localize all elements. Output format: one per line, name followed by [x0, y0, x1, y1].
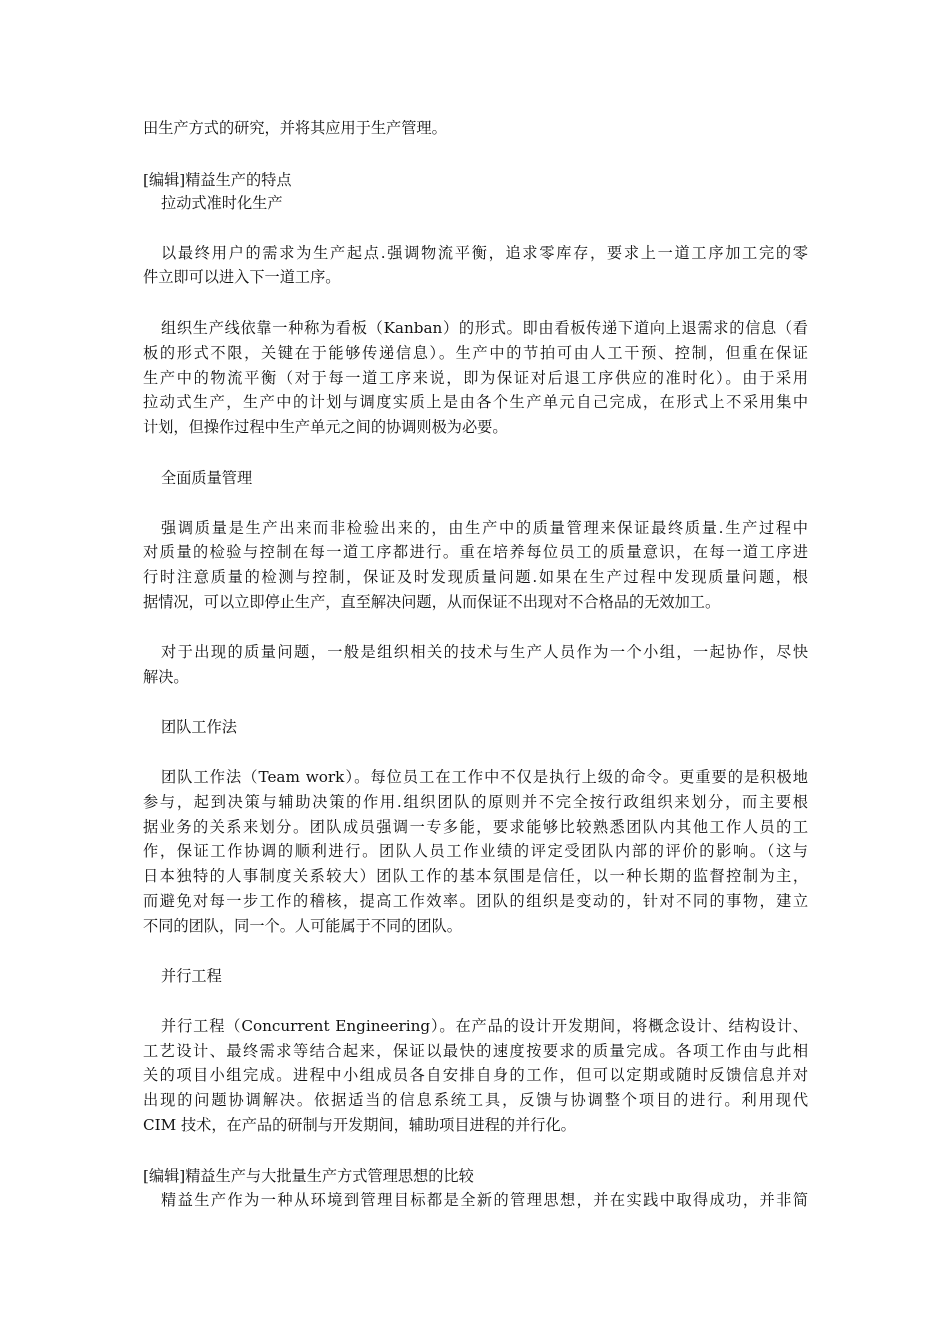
subheading: 拉动式准时化生产 [161, 194, 283, 212]
subheading: 团队工作法 [161, 718, 237, 736]
paragraph-line: 生产中的物流平衡（对于每一道工序来说，即为保证对后退工序供应的准时化）。由于采用 [143, 369, 808, 387]
section-heading: [编辑]精益生产与大批量生产方式管理思想的比较 [143, 1167, 474, 1185]
paragraph-line: 参与，起到决策与辅助决策的作用.组织团队的原则并不完全按行政组织来划分，而主要根 [143, 793, 808, 811]
paragraph-line: 对于出现的质量问题，一般是组织相关的技术与生产人员作为一个小组，一起协作，尽快 [161, 643, 808, 661]
paragraph-line: 组织生产线依靠一种称为看板（Kanban）的形式。即由看板传递下道向上退需求的信息（看 [161, 319, 808, 337]
subheading: 并行工程 [161, 967, 222, 985]
paragraph-line: 强调质量是生产出来而非检验出来的，由生产中的质量管理来保证最终质量.生产过程中 [161, 519, 808, 537]
paragraph-line: 出现的问题协调解决。依据适当的信息系统工具，反馈与协调整个项目的进行。利用现代 [143, 1091, 808, 1109]
paragraph-line: 计划，但操作过程中生产单元之间的协调则极为必要。 [143, 418, 508, 436]
subheading: 全面质量管理 [161, 469, 253, 487]
paragraph-line: CIM 技术，在产品的研制与开发期间，辅助项目进程的并行化。 [143, 1116, 576, 1134]
paragraph-line: 据业务的关系来划分。团队成员强调一专多能，要求能够比较熟悉团队内其他工作人员的工 [143, 818, 808, 836]
paragraph-line: 行时注意质量的检测与控制，保证及时发现质量问题.如果在生产过程中发现质量问题，根 [143, 568, 808, 586]
paragraph-line: 件立即可以进入下一道工序。 [143, 268, 341, 286]
paragraph-line: 工艺设计、最终需求等结合起来，保证以最快的速度按要求的质量完成。各项工作由与此相 [143, 1042, 808, 1060]
paragraph-line: 日本独特的人事制度关系较大）团队工作的基本氛围是信任，以一种长期的监督控制为主， [143, 867, 808, 885]
paragraph-line: 板的形式不限，关键在于能够传递信息）。生产中的节拍可由人工干预、控制，但重在保证 [143, 344, 808, 362]
paragraph-line: 田生产方式的研究，并将其应用于生产管理。 [143, 119, 447, 137]
paragraph-line: 团队工作法（Team work）。每位员工在工作中不仅是执行上级的命令。更重要的是积极地 [161, 768, 808, 786]
paragraph-line: 对质量的检验与控制在每一道工序都进行。重在培养每位员工的质量意识，在每一道工序进 [143, 543, 808, 561]
paragraph-line: 以最终用户的需求为生产起点.强调物流平衡，追求零库存，要求上一道工序加工完的零 [161, 244, 808, 262]
paragraph-line: 不同的团队，同一个。人可能属于不同的团队。 [143, 917, 462, 935]
paragraph-line: 关的项目小组完成。进程中小组成员各自安排自身的工作，但可以定期或随时反馈信息并对 [143, 1066, 808, 1084]
paragraph-line: 拉动式生产，生产中的计划与调度实质上是由各个生产单元自己完成，在形式上不采用集中 [143, 393, 808, 411]
paragraph-line: 作，保证工作协调的顺利进行。团队人员工作业绩的评定受团队内部的评价的影响。（这与 [143, 842, 808, 860]
paragraph-line: 而避免对每一步工作的稽核，提高工作效率。团队的组织是变动的，针对不同的事物，建立 [143, 892, 808, 910]
paragraph-line: 并行工程（Concurrent Engineering）。在产品的设计开发期间，将概念设计、结构设计、 [161, 1017, 808, 1035]
section-heading: [编辑]精益生产的特点 [143, 171, 292, 189]
paragraph-line: 据情况，可以立即停止生产，直至解决问题，从而保证不出现对不合格品的无效加工。 [143, 593, 721, 611]
paragraph-line: 精益生产作为一种从环境到管理目标都是全新的管理思想，并在实践中取得成功，并非简 [161, 1191, 808, 1209]
paragraph-line: 解决。 [143, 668, 189, 686]
